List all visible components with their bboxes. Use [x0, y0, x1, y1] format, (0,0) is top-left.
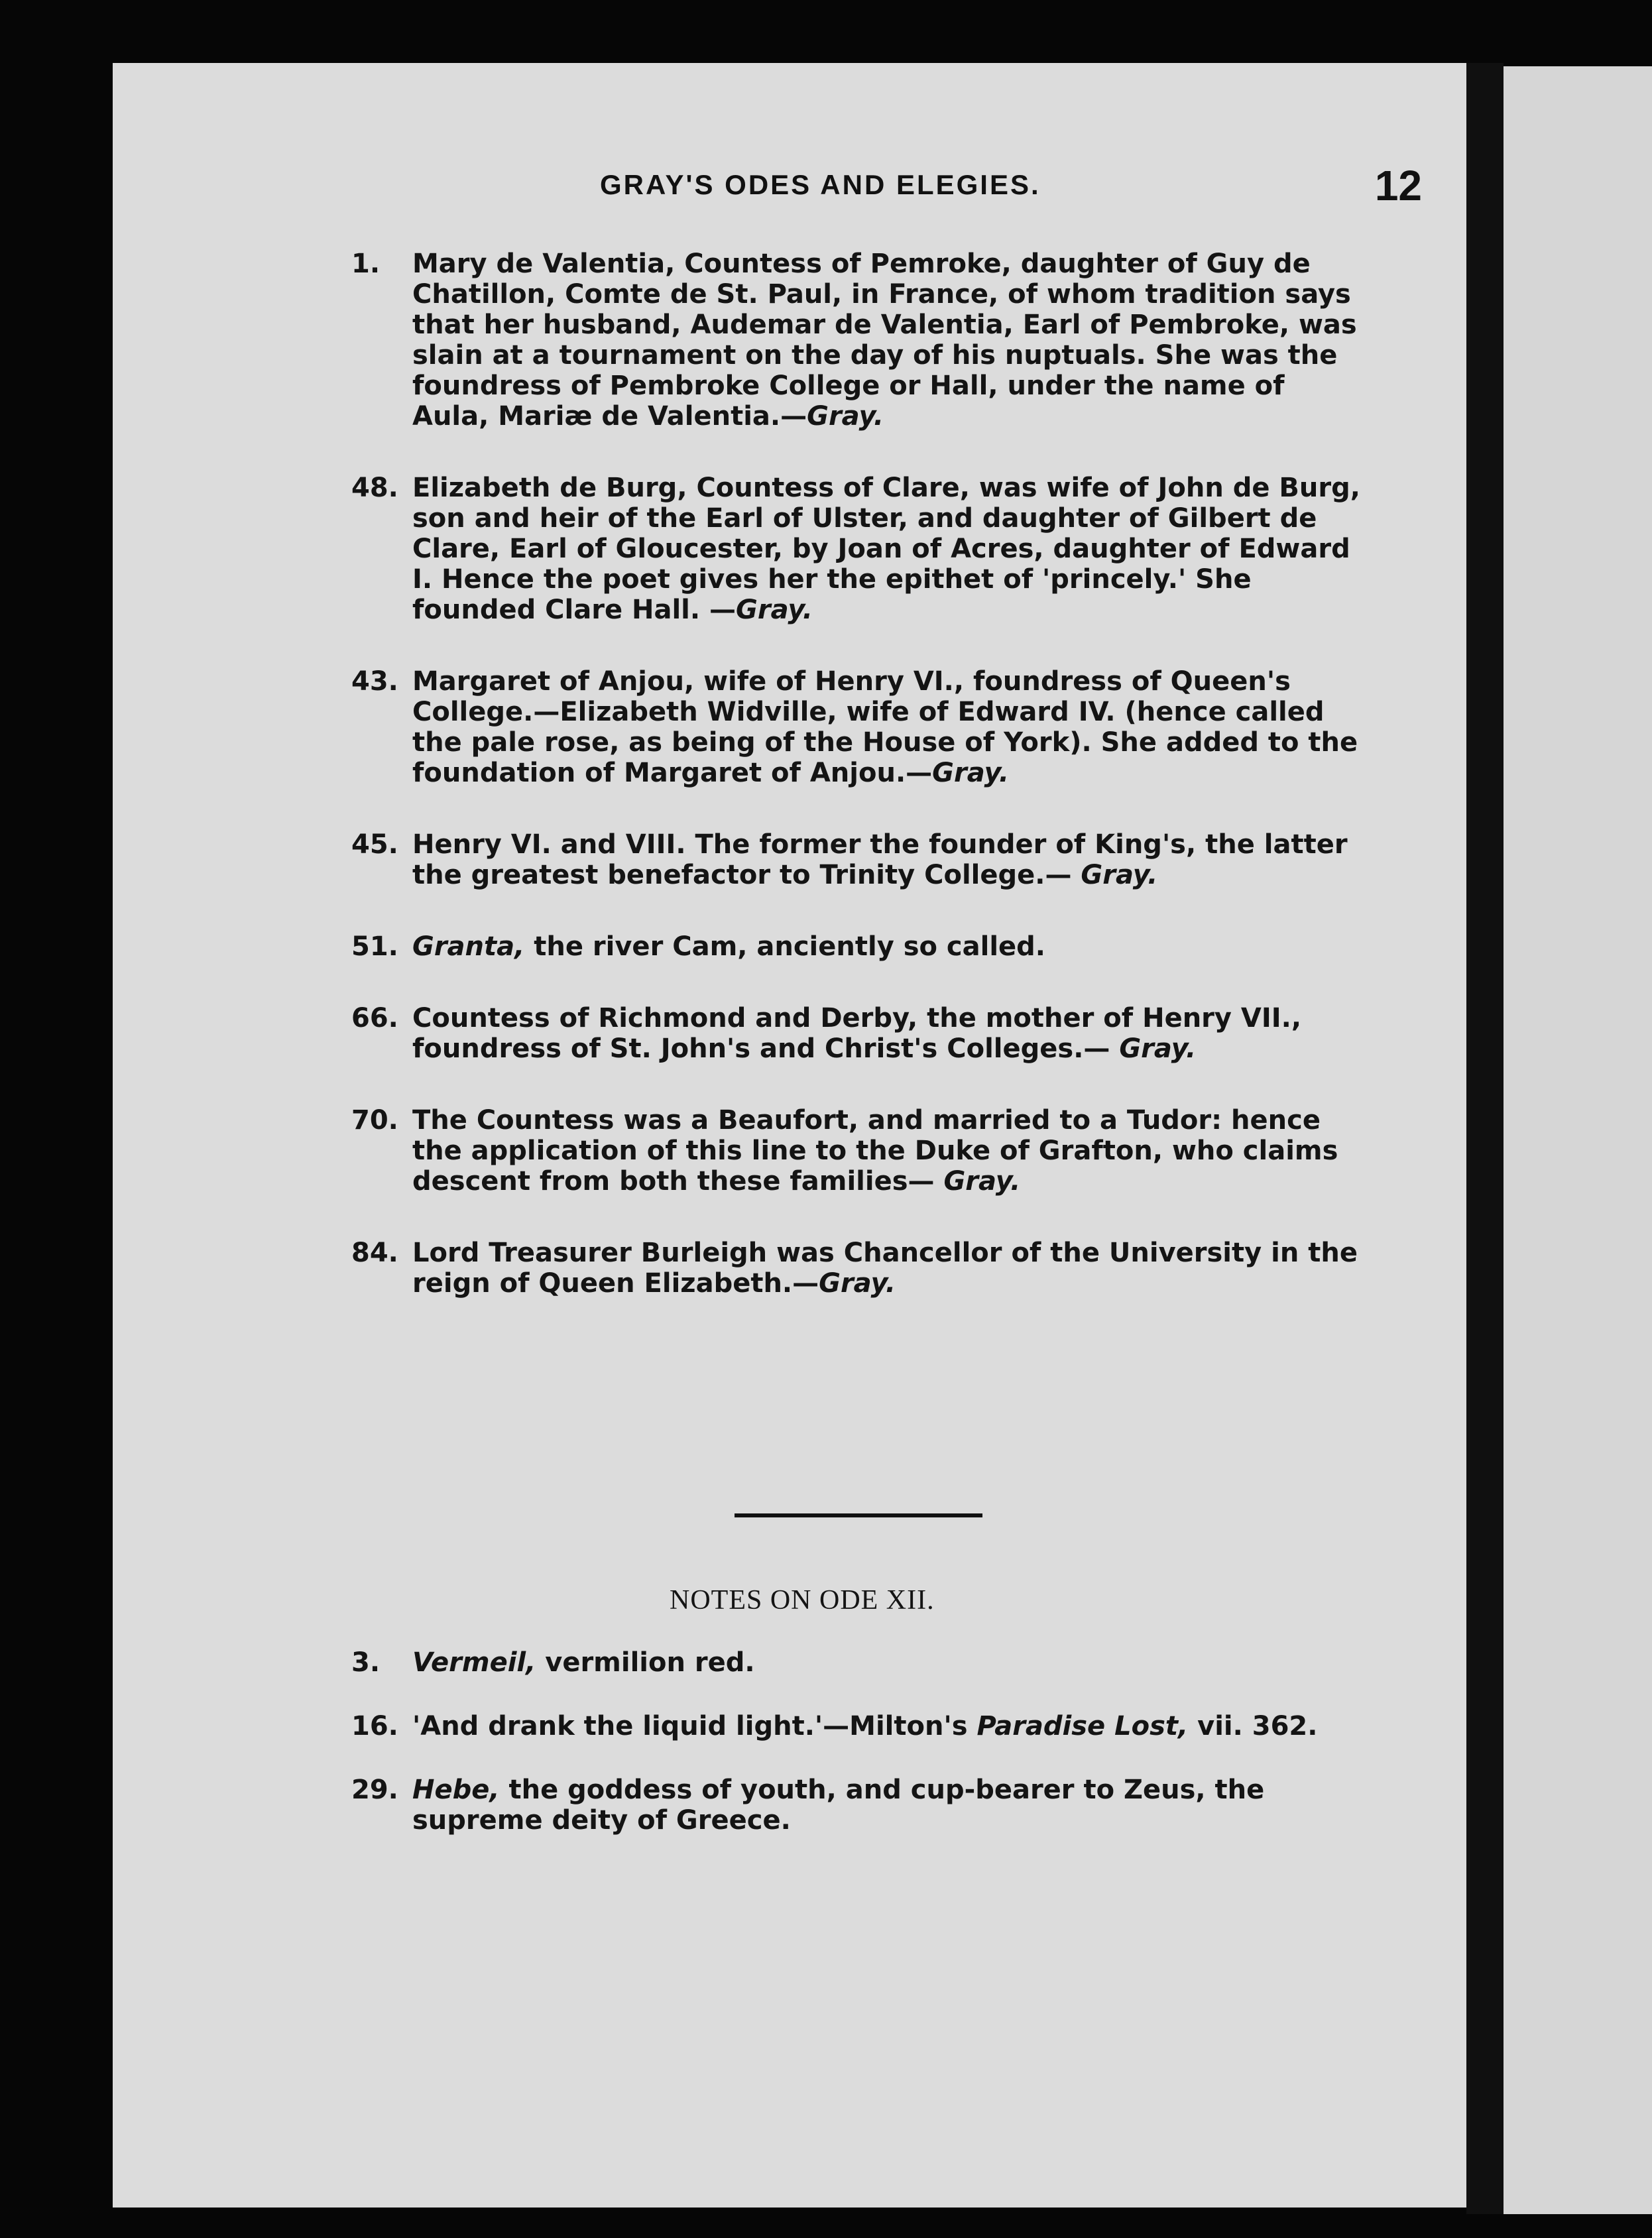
notes-list	[351, 249, 1369, 1340]
note-text-italic: Gray.	[1119, 1033, 1197, 1064]
note-item	[351, 249, 1369, 432]
note-text	[412, 1003, 1369, 1064]
note-text	[412, 1647, 1369, 1678]
note-text-main: Elizabeth de Burg, Countess of Clare, was wife of John de Burg, son and heir of the Earl of Ulster, and daughter of Gilbert de Clare, Earl of Gloucester, by Joan of Acres, daughter of Edward I. Hence the poet gives her the epithet of 'princely.' She founded Clare Hall. —	[412, 473, 1360, 625]
note-text-italic: Gray.	[943, 1166, 1021, 1197]
note-line-number: 51.	[351, 931, 398, 962]
note-text-main: Mary de Valentia, Countess of Pemroke, daughter of Guy de Chatillon, Comte de St. Paul, in France, of whom tradition says that her husband, Audemar de Valentia, Earl of Pembroke, was slain at a tournament on the day of his nuptuals. She was the foundress of Pembroke College or Hall, under the name of Aula, Mariæ de Valentia.—	[412, 249, 1357, 432]
note-text	[412, 1238, 1369, 1299]
note-text	[412, 829, 1369, 890]
note-item	[351, 1775, 1369, 1836]
note-text-tail: vermilion red.	[536, 1647, 755, 1678]
running-title: GRAY'S ODES AND ELEGIES.	[600, 169, 1041, 200]
note-text-main: Countess of Richmond and Derby, the mother of Henry VII., foundress of St. John's and Christ's Colleges.—	[412, 1003, 1302, 1064]
note-text	[412, 1711, 1369, 1741]
note-line-number: 16.	[351, 1711, 398, 1741]
note-text-tail: the goddess of youth, and cup-bearer to Zeus, the supreme deity of Greece.	[412, 1775, 1265, 1836]
note-text	[412, 249, 1369, 432]
note-text-italic: Gray.	[1081, 860, 1158, 890]
note-item	[351, 666, 1369, 788]
note-item	[351, 1003, 1369, 1064]
note-line-number: 48.	[351, 473, 398, 503]
note-text-italic: Gray.	[807, 401, 884, 432]
note-line-number: 70.	[351, 1105, 398, 1136]
ode-xii-notes-list	[351, 1647, 1369, 1869]
note-item	[351, 1238, 1369, 1299]
note-line-number: 45.	[351, 829, 398, 860]
note-text-main: Lord Treasurer Burleigh was Chancellor of the University in the reign of Queen Elizabeth.—	[412, 1238, 1358, 1299]
page-number: 12	[1374, 162, 1422, 209]
note-text-main: 'And drank the liquid light.'—Milton's	[412, 1711, 977, 1741]
note-text	[412, 1775, 1369, 1836]
note-text	[412, 473, 1369, 625]
note-line-number: 43.	[351, 666, 398, 697]
facing-page-edge	[1504, 66, 1652, 2214]
note-item	[351, 829, 1369, 890]
note-line-number: 84.	[351, 1238, 398, 1268]
note-text-tail: the river Cam, anciently so called.	[524, 931, 1045, 962]
running-head	[481, 162, 1422, 215]
note-line-number: 1.	[351, 249, 381, 279]
note-text-italic: Hebe,	[412, 1775, 500, 1805]
note-text-italic: Gray.	[932, 758, 1010, 788]
note-text-main: The Countess was a Beaufort, and married to a Tudor: hence the application of this line to the Duke of Grafton, who claims descent from both these families—	[412, 1105, 1338, 1197]
note-text	[412, 1105, 1369, 1197]
note-text	[412, 931, 1369, 962]
note-item	[351, 931, 1369, 962]
note-item	[351, 1711, 1369, 1741]
section-heading: NOTES ON ODE XII.	[670, 1585, 935, 1616]
page-gutter	[1466, 63, 1504, 2214]
section-divider	[735, 1513, 982, 1517]
note-text-tail: vii. 362.	[1188, 1711, 1318, 1741]
note-text-main: Henry VI. and VIII. The former the founder of King's, the latter the greatest benefactor to Trinity College.—	[412, 829, 1348, 890]
note-text-italic: Gray.	[819, 1268, 896, 1299]
note-line-number: 66.	[351, 1003, 398, 1033]
note-item	[351, 473, 1369, 625]
note-text-italic: Gray.	[736, 595, 813, 625]
note-text-italic: Paradise Lost,	[976, 1711, 1189, 1741]
note-item	[351, 1105, 1369, 1197]
note-item	[351, 1647, 1369, 1678]
note-text-main: Margaret of Anjou, wife of Henry VI., foundress of Queen's College.—Elizabeth Widville, wife of Edward IV. (hence called the pale rose, as being of the House of York). She added to the foundation of Margaret of Anjou.—	[412, 666, 1358, 788]
note-line-number: 29.	[351, 1775, 398, 1805]
note-text	[412, 666, 1369, 788]
note-line-number: 3.	[351, 1647, 381, 1678]
note-text-italic: Vermeil,	[412, 1647, 536, 1678]
note-text-italic: Granta,	[412, 931, 525, 962]
